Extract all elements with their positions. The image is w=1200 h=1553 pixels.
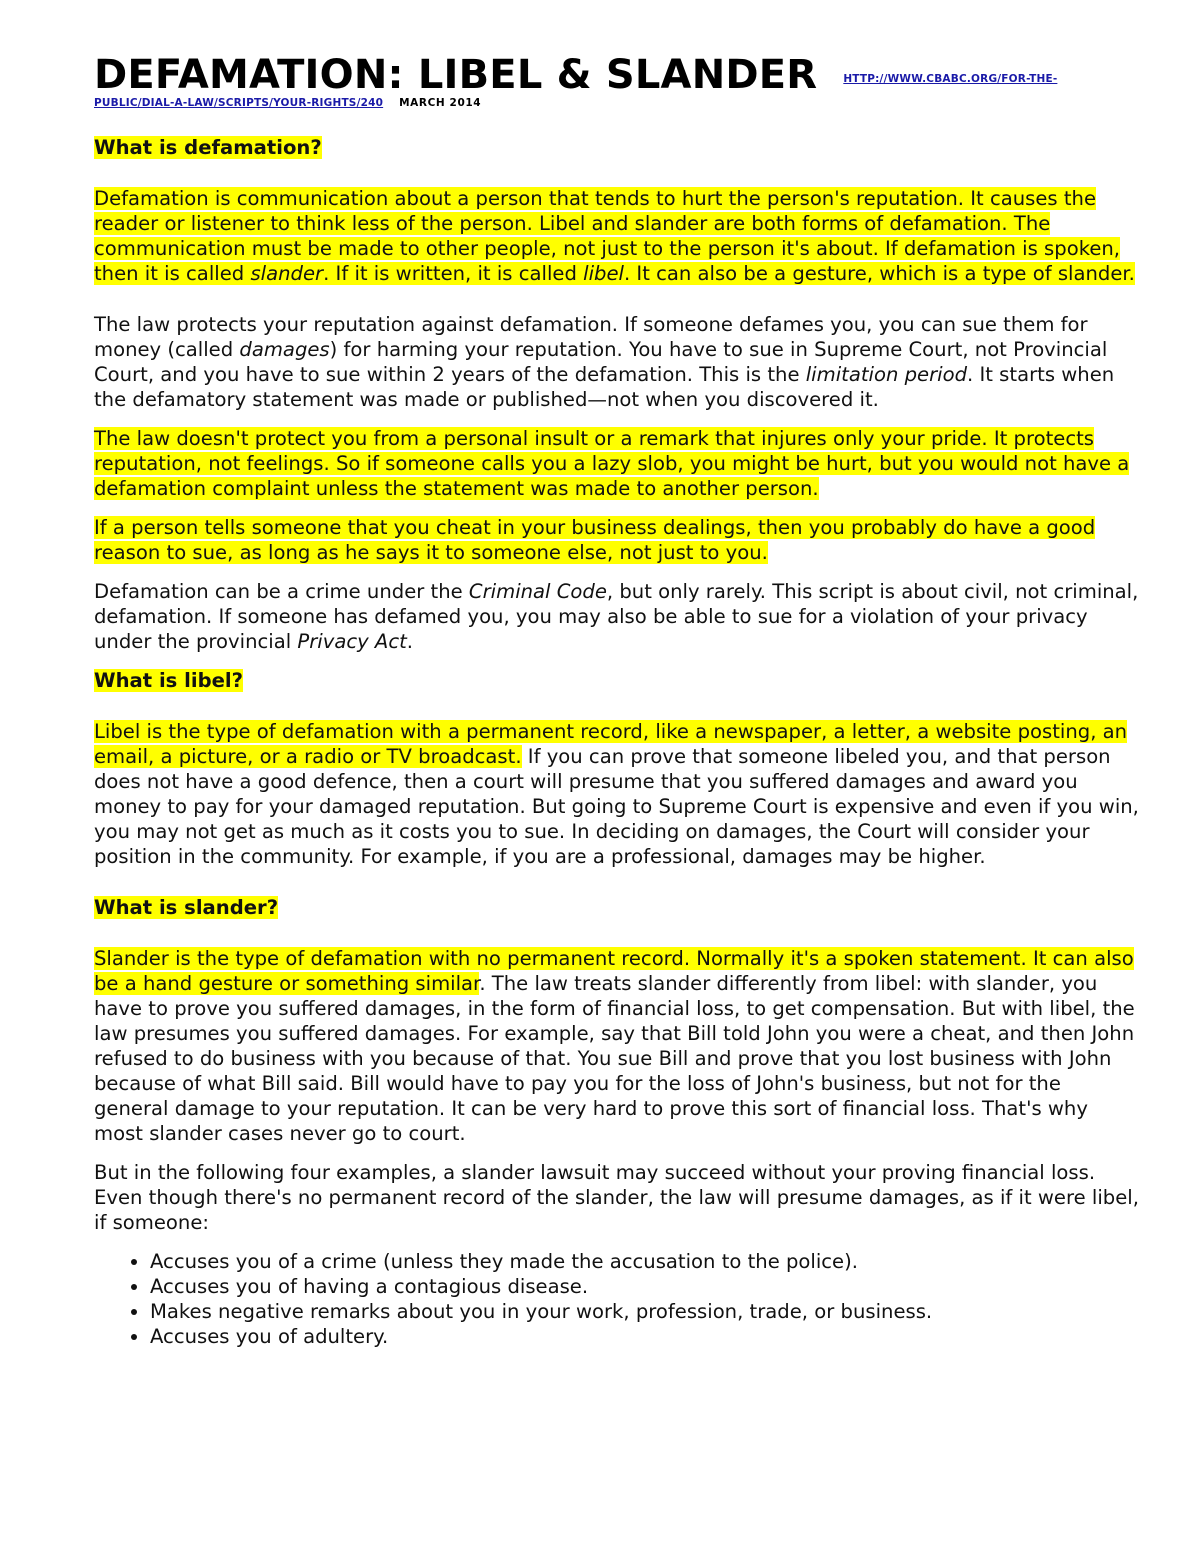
source-url-link-continued[interactable]: PUBLIC/DIAL-A-LAW/SCRIPTS/YOUR-RIGHTS/240: [94, 97, 384, 109]
heading-what-is-libel: [94, 668, 1140, 693]
source-url-link[interactable]: HTTP://WWW.CBABC.ORG/FOR-THE-: [843, 73, 1058, 85]
highlight: Slander is the type of defamation with no permanent record. Normally it's a spoken statement. It can also be a hand gesture or something similar: [94, 947, 1134, 995]
text-run: , but only rarely. This script is about civil, not criminal, defamation. If someone has defamed you, you may also be able to sue for a violation of your privacy under the provincial: [94, 580, 1139, 653]
slander-examples-list: [94, 1249, 1140, 1349]
paragraph-law-protects: [94, 312, 1140, 412]
highlight: What is slander?: [94, 896, 279, 919]
highlight: [94, 187, 1135, 285]
italic-term-privacy-act: Privacy Act: [297, 630, 407, 653]
italic-term-limitation-period: limitation period: [805, 363, 968, 386]
document-title: DEFAMATION: LIBEL & SLANDER: [94, 52, 818, 98]
text-run: The law protects your reputation against defamation. If someone defames you, you can sue them for money (called: [94, 313, 1088, 361]
paragraph-slander-definition: [94, 946, 1140, 1146]
highlight: The law doesn't protect you from a personal insult or a remark that injures only your pride. It protects reputation, not feelings. So if someone calls you a lazy slob, you might be hurt, but you would not have a defamation complaint unless the statement was made to another person.: [94, 427, 1130, 500]
paragraph-criminal-code: [94, 579, 1140, 654]
text-run: . It starts when the defamatory statement was made or published—not when you discovered it.: [94, 363, 1115, 411]
italic-term-criminal-code: Criminal Code: [468, 580, 607, 603]
highlight: If a person tells someone that you cheat in your business dealings, then you probably do have a good reason to sue, as long as he says it to someone else, not just to you.: [94, 516, 1096, 564]
list-item: • Accuses you of adultery.: [150, 1324, 1140, 1349]
list-item: • Accuses you of a crime (unless they made the accusation to the police).: [150, 1249, 1140, 1274]
heading-what-is-slander: [94, 895, 1140, 920]
italic-term-libel: libel: [583, 262, 624, 285]
text-run: .: [406, 630, 414, 653]
paragraph-four-examples: But in the following four examples, a slander lawsuit may succeed without your proving financial loss. Even though there's no permanent record of the slander, the law will presume damages, as if it were libel, if someone:: [94, 1161, 1139, 1234]
publication-date: MARCH 2014: [399, 97, 482, 109]
paragraph-insult: [94, 426, 1140, 501]
text-run: If you can prove that someone libeled you, and that person does not have a good defence, then a court will presume that you suffered damages and award you money to pay for your damaged reputation. But going to Supreme Court is expensive and even if you win, you may not get as much as it costs you to sue. In deciding on damages, the Court will consider your position in the community. For example, if you are a professional, damages may be higher.: [94, 745, 1139, 868]
paragraph-business-dealings: [94, 515, 1140, 565]
highlight: What is defamation?: [94, 136, 322, 159]
text-run: . The law treats slander differently from libel: with slander, you have to prove you suffered damages, in the form of financial loss, to get compensation. But with libel, the law presumes you suffered damages. For example, say that Bill told John you were a cheat, and then John refused to do business with you because of that. You sue Bill and prove that you lost business with John because of what Bill said. Bill would have to pay you for the loss of John's business, but not for the general damage to your reputation. It can be very hard to prove this sort of financial loss. That's why most slander cases never go to court.: [94, 972, 1135, 1145]
list-item: • Accuses you of having a contagious disease.: [150, 1274, 1140, 1299]
document-page: [94, 52, 1140, 1349]
text-run: ) for harming your reputation. You have to sue in Supreme Court, not Provincial Court, and you have to sue within 2 years of the defamation. This is the: [94, 338, 1108, 386]
highlight: What is libel?: [94, 669, 244, 692]
text-run: . It can also be a gesture, which is a type of slander.: [623, 262, 1135, 285]
text-run: Defamation can be a crime under the: [94, 580, 469, 603]
list-item: • Makes negative remarks about you in your work, profession, trade, or business.: [150, 1299, 1140, 1324]
paragraph-defamation-definition: [94, 186, 1140, 286]
text-run: Defamation is communication about a person that tends to hurt the person's reputation. It causes the reader or listener to think less of the person. Libel and slander are both forms of defamation. The communication must be made to other people, not just to the person it's about. If defamation is spoken, then it is called: [94, 187, 1121, 285]
paragraph-libel-definition: [94, 719, 1140, 869]
italic-term-slander: slander: [250, 262, 324, 285]
heading-what-is-defamation: [94, 135, 1140, 160]
highlight: Libel is the type of defamation with a permanent record, like a newspaper, a letter, a website posting, an email, a picture, or a radio or TV broadcast.: [94, 720, 1128, 768]
text-run: . If it is written, it is called: [323, 262, 584, 285]
italic-term-damages: damages: [239, 338, 330, 361]
